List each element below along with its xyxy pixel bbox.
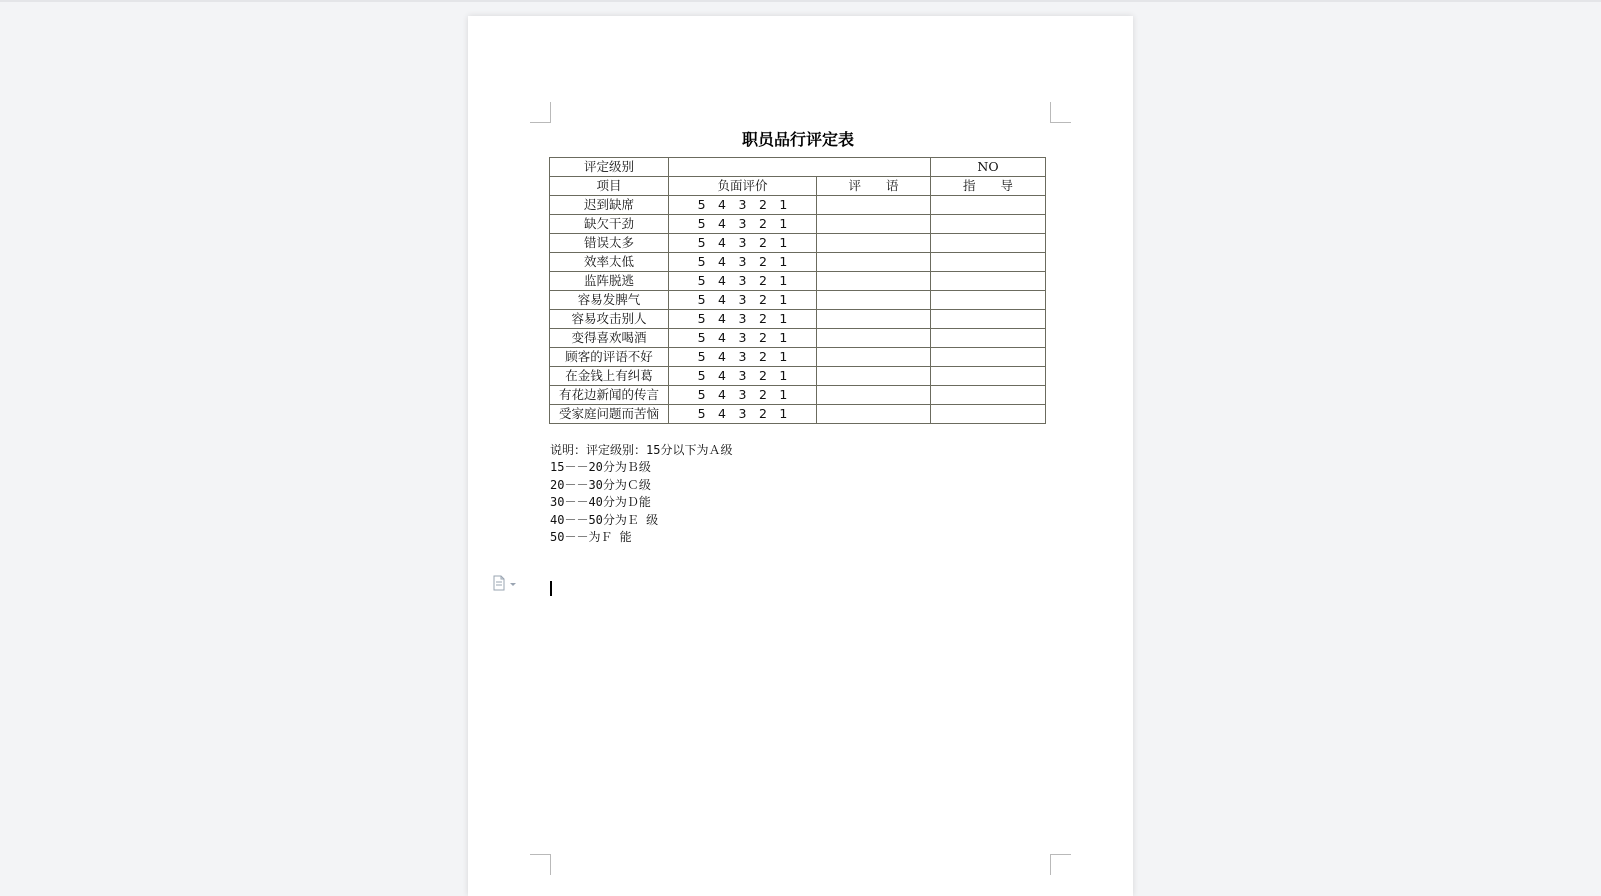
- scale-cell[interactable]: 5 4 3 2 1: [669, 348, 817, 367]
- item-cell[interactable]: 缺欠干劲: [550, 215, 669, 234]
- no-label-cell[interactable]: NO: [931, 158, 1046, 177]
- item-cell[interactable]: 容易发脾气: [550, 291, 669, 310]
- table-row: [550, 234, 1046, 253]
- header-item[interactable]: 项目: [550, 177, 669, 196]
- guidance-cell[interactable]: [931, 196, 1046, 215]
- comment-cell[interactable]: [817, 348, 931, 367]
- table-row-grade: [550, 158, 1046, 177]
- table-row: [550, 348, 1046, 367]
- comment-cell[interactable]: [817, 386, 931, 405]
- scale-cell[interactable]: 5 4 3 2 1: [669, 291, 817, 310]
- note-line: 30－－40分为Ｄ能: [550, 495, 651, 510]
- item-cell[interactable]: 迟到缺席: [550, 196, 669, 215]
- header-negative-evaluation[interactable]: 负面评价: [669, 177, 817, 196]
- note-line: 40－－50分为Ｅ 级: [550, 512, 659, 527]
- comment-cell[interactable]: [817, 215, 931, 234]
- table-row: [550, 291, 1046, 310]
- item-cell[interactable]: 效率太低: [550, 253, 669, 272]
- item-cell[interactable]: 容易攻击别人: [550, 310, 669, 329]
- table-header-row: [550, 177, 1046, 196]
- item-cell[interactable]: 受家庭问题而苦恼: [550, 405, 669, 424]
- comment-cell[interactable]: [817, 310, 931, 329]
- grade-label-cell[interactable]: 评定级别: [550, 158, 669, 177]
- document-title[interactable]: 职员品行评定表: [741, 130, 854, 149]
- note-line: 50－－为Ｆ 能: [550, 530, 632, 545]
- grade-value-cell[interactable]: [669, 158, 931, 177]
- table-row: [550, 329, 1046, 348]
- comment-cell[interactable]: [817, 329, 931, 348]
- top-divider: [0, 0, 1601, 2]
- header-guidance[interactable]: 指 导: [931, 177, 1046, 196]
- guidance-cell[interactable]: [931, 253, 1046, 272]
- guidance-cell[interactable]: [931, 329, 1046, 348]
- header-comment[interactable]: 评 语: [817, 177, 931, 196]
- scale-cell[interactable]: 5 4 3 2 1: [669, 367, 817, 386]
- scale-cell[interactable]: 5 4 3 2 1: [669, 215, 817, 234]
- guidance-cell[interactable]: [931, 234, 1046, 253]
- item-cell[interactable]: 有花边新闻的传言: [550, 386, 669, 405]
- scale-cell[interactable]: 5 4 3 2 1: [669, 196, 817, 215]
- guidance-cell[interactable]: [931, 405, 1046, 424]
- table-row: [550, 253, 1046, 272]
- note-line: 说明：评定级别：15分以下为Ａ级: [550, 443, 733, 457]
- table-row: [550, 405, 1046, 424]
- guidance-cell[interactable]: [931, 291, 1046, 310]
- item-cell[interactable]: 错误太多: [550, 234, 669, 253]
- guidance-cell[interactable]: [931, 310, 1046, 329]
- note-line: 20－－30分为Ｃ级: [550, 477, 651, 492]
- scale-cell[interactable]: 5 4 3 2 1: [669, 253, 817, 272]
- scale-cell[interactable]: 5 4 3 2 1: [669, 386, 817, 405]
- scale-cell[interactable]: 5 4 3 2 1: [669, 329, 817, 348]
- table-row: [550, 310, 1046, 329]
- scale-cell[interactable]: 5 4 3 2 1: [669, 234, 817, 253]
- text-cursor[interactable]: [550, 581, 552, 596]
- note-line: 15－－20分为Ｂ级: [550, 460, 651, 475]
- scale-cell[interactable]: 5 4 3 2 1: [669, 310, 817, 329]
- guidance-cell[interactable]: [931, 367, 1046, 386]
- table-row: [550, 272, 1046, 291]
- table-row: [550, 196, 1046, 215]
- guidance-cell[interactable]: [931, 348, 1046, 367]
- margin-corner-bottom-left: [530, 854, 551, 875]
- item-cell[interactable]: 顾客的评语不好: [550, 348, 669, 367]
- item-cell[interactable]: 在金钱上有纠葛: [550, 367, 669, 386]
- scale-cell[interactable]: 5 4 3 2 1: [669, 405, 817, 424]
- table-row: [550, 386, 1046, 405]
- comment-cell[interactable]: [817, 291, 931, 310]
- margin-corner-top-right: [1050, 102, 1071, 123]
- comment-cell[interactable]: [817, 234, 931, 253]
- comment-cell[interactable]: [817, 367, 931, 386]
- guidance-cell[interactable]: [931, 215, 1046, 234]
- scale-cell[interactable]: 5 4 3 2 1: [669, 272, 817, 291]
- comment-cell[interactable]: [817, 196, 931, 215]
- item-cell[interactable]: 监阵脱逃: [550, 272, 669, 291]
- document-page[interactable]: [468, 16, 1133, 896]
- item-cell[interactable]: 变得喜欢喝酒: [550, 329, 669, 348]
- comment-cell[interactable]: [817, 253, 931, 272]
- table-row: [550, 367, 1046, 386]
- document-options-icon[interactable]: [491, 575, 523, 591]
- table-row: [550, 215, 1046, 234]
- notes-block[interactable]: [550, 442, 732, 546]
- margin-corner-bottom-right: [1050, 854, 1071, 875]
- comment-cell[interactable]: [817, 405, 931, 424]
- margin-corner-top-left: [530, 102, 551, 123]
- comment-cell[interactable]: [817, 272, 931, 291]
- evaluation-table[interactable]: [549, 157, 1046, 424]
- guidance-cell[interactable]: [931, 386, 1046, 405]
- guidance-cell[interactable]: [931, 272, 1046, 291]
